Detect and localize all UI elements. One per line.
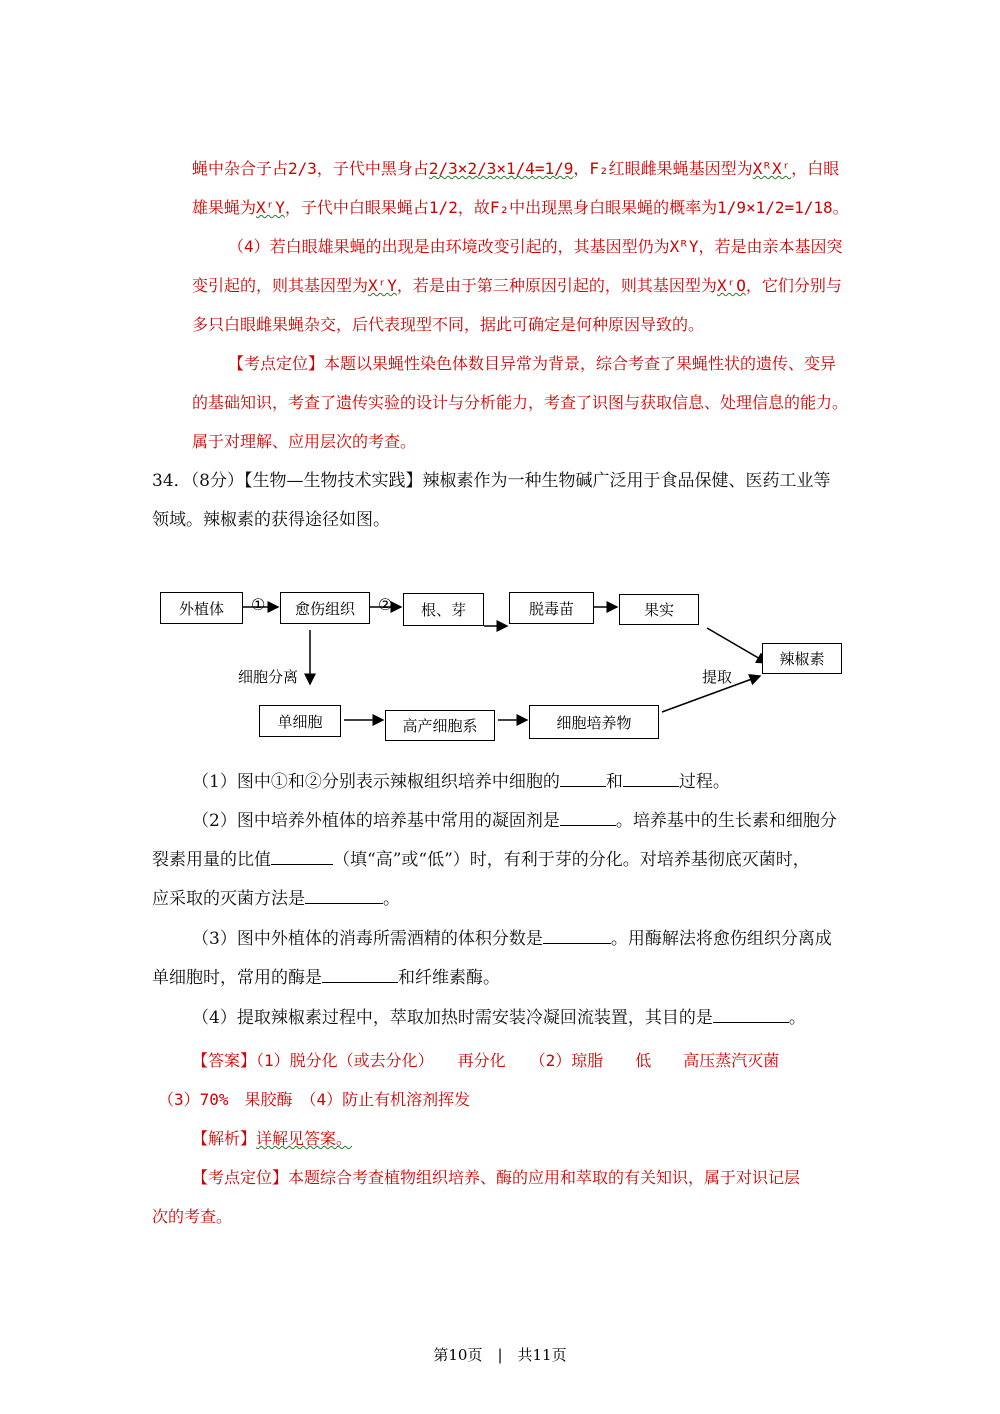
- prev-answer-line4: 变引起的，则其基因型为XʳY，若是由于第三种原因引起的，则其基因型为XʳO，它们分别与: [192, 276, 842, 295]
- label-step1: ①: [251, 595, 266, 614]
- arrow-fruit-capsaicin: [707, 628, 767, 663]
- node-root-bud: 根、芽: [403, 593, 484, 626]
- sub-question-4: （4）提取辣椒素过程中，萃取加热时需安装冷凝回流装置，其目的是 。: [192, 1008, 806, 1028]
- node-high-yield-cell-line: 高产细胞系: [385, 710, 495, 741]
- answer-line1: 【答案】（1）脱分化（或去分化） 再分化 （2）琼脂 低 高压蒸汽灭菌: [192, 1051, 780, 1070]
- label-step2: ②: [378, 595, 393, 614]
- answer-blank[interactable]: [560, 809, 616, 826]
- node-callus: 愈伤组织: [280, 592, 370, 624]
- question-stem-line1: 34．（8分）【生物—生物技术实践】辣椒素作为一种生物碱广泛用于食品保健、医药工业等: [152, 471, 831, 491]
- prev-answer-line2: 雄果蝇为XʳY，子代中白眼果蝇占1/2，故F₂中出现黑身白眼果蝇的概率为1/9×1/2=1/18。: [192, 198, 849, 217]
- answer-line2: （3）70% 果胶酶 （4）防止有机溶剂挥发: [158, 1090, 471, 1109]
- answer-blank[interactable]: [713, 1006, 789, 1023]
- prev-answer-line5: 多只白眼雌果蝇杂交，后代表现型不同，据此可确定是何种原因导致的。: [192, 315, 705, 334]
- node-capsaicin: 辣椒素: [762, 643, 842, 674]
- question-stem-line2: 领域。辣椒素的获得途径如图。: [152, 510, 390, 530]
- answer-blank[interactable]: [543, 927, 611, 944]
- sub-question-1: （1）图中①和②分别表示辣椒组织培养中细胞的 和 过程。: [192, 772, 730, 792]
- kd2-line2: 次的考查。: [152, 1207, 233, 1226]
- kd1-line1: 【考点定位】本题以果蝇性染色体数目异常为背景，综合考查了果蝇性状的遗传、变异: [228, 354, 837, 373]
- answer-blank[interactable]: [623, 770, 679, 787]
- sub-question-3-line2: 单细胞时，常用的酶是 和纤维素酶。: [152, 968, 500, 988]
- node-fruit: 果实: [619, 594, 699, 625]
- prev-answer-line3: （4）若白眼雄果蝇的出现是由环境改变引起的，其基因型仍为XᴿY，若是由亲本基因突: [228, 237, 843, 256]
- label-cell-separation: 细胞分离: [238, 668, 299, 686]
- page-footer: 第10页 | 共11页: [433, 1346, 567, 1364]
- node-explant: 外植体: [160, 592, 243, 624]
- answer-blank[interactable]: [322, 966, 398, 983]
- sub-question-2-line2: 裂素用量的比值 （填“高”或“低”）时，有利于芽的分化。对培养基彻底灭菌时，: [152, 850, 810, 870]
- prev-answer-line1: 蝇中杂合子占2/3，子代中黑身占2/3×2/3×1/4=1/9，F₂红眼雌果蝇基因型为XᴿXʳ，白眼: [192, 159, 840, 178]
- kd2-line1: 【考点定位】本题综合考查植物组织培养、酶的应用和萃取的有关知识，属于对识记层: [192, 1168, 801, 1187]
- sub-question-2-line1: （2）图中培养外植体的培养基中常用的凝固剂是 。培养基中的生长素和细胞分: [192, 811, 837, 831]
- node-virus-free: 脱毒苗: [509, 592, 594, 624]
- node-cell-culture: 细胞培养物: [529, 705, 659, 739]
- node-single-cell: 单细胞: [259, 705, 341, 737]
- answer-blank[interactable]: [271, 848, 333, 865]
- sub-question-3-line1: （3）图中外植体的消毒所需酒精的体积分数是 。用酶解法将愈伤组织分离成: [192, 929, 832, 949]
- analysis-line: 【解析】详解见答案。: [192, 1129, 353, 1148]
- answer-blank[interactable]: [305, 887, 383, 904]
- kd1-line2: 的基础知识，考查了遗传实验的设计与分析能力，考查了识图与获取信息、处理信息的能力。: [192, 393, 849, 412]
- sub-question-2-line3: 应采取的灭菌方法是 。: [152, 889, 400, 909]
- kd1-line3: 属于对理解、应用层次的考查。: [192, 432, 417, 451]
- label-extract: 提取: [702, 668, 733, 686]
- answer-blank[interactable]: [560, 770, 606, 787]
